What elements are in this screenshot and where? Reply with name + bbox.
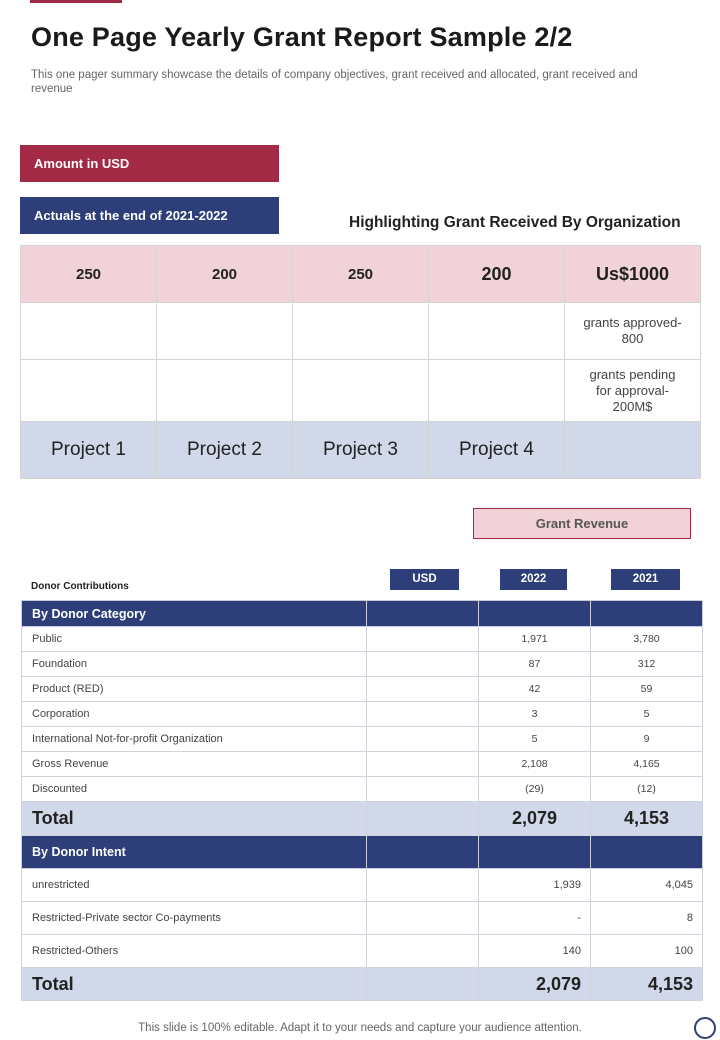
row-label: Corporation [22,702,367,727]
value-2022: 3 [479,702,591,727]
value-2021: 100 [591,935,703,968]
project-cell: Project 1 [21,422,157,479]
column-header-2021: 2021 [611,569,680,590]
value-2021: 4,165 [591,752,703,777]
total-row [22,968,703,1001]
actuals-banner: Actuals at the end of 2021-2022 [20,197,279,234]
empty-cell [293,360,429,422]
grant-total-cell: Us$1000 [565,246,701,303]
value-2022: 2,108 [479,752,591,777]
value-2021: 8 [591,902,703,935]
grant-pending-row [21,360,701,422]
table-row [22,777,703,802]
empty-cell [293,303,429,360]
row-label: Public [22,627,367,652]
grant-amount-cell: 250 [21,246,157,303]
value-2022: 140 [479,935,591,968]
column-header-2022: 2022 [500,569,567,590]
empty-cell [429,303,565,360]
row-label: Restricted-Private sector Co-payments [22,902,367,935]
value-2021: 59 [591,677,703,702]
donor-contributions-label: Donor Contributions [31,581,129,592]
row-label: Product (RED) [22,677,367,702]
amount-in-usd-banner: Amount in USD [20,145,279,182]
row-label: International Not-for-profit Organization [22,727,367,752]
empty-cell [21,360,157,422]
donor-table [21,600,703,1001]
top-accent-bar [30,0,122,3]
grants-pending-cell: grants pending for approval-200M$ [565,360,701,422]
value-2021: 5 [591,702,703,727]
table-row [22,902,703,935]
value-2022: 5 [479,727,591,752]
grants-approved-cell: grants approved-800 [565,303,701,360]
table-row [22,677,703,702]
project-row [21,422,701,479]
table-row [22,652,703,677]
row-label: Foundation [22,652,367,677]
grant-section-heading: Highlighting Grant Received By Organization [349,214,681,231]
project-cell: Project 4 [429,422,565,479]
table-row [22,702,703,727]
table-row [22,935,703,968]
value-2022: - [479,902,591,935]
grant-table [20,245,701,479]
grant-amount-cell: 200 [429,246,565,303]
value-2021: 3,780 [591,627,703,652]
grant-amount-row [21,246,701,303]
grant-amount-cell: 250 [293,246,429,303]
grant-approved-row [21,303,701,360]
section-header-row [22,601,703,627]
table-row [22,752,703,777]
row-label: Restricted-Others [22,935,367,968]
total-label: Total [22,968,367,1001]
empty-cell [565,422,701,479]
total-2021: 4,153 [591,802,703,836]
project-cell: Project 2 [157,422,293,479]
total-2021: 4,153 [591,968,703,1001]
value-2021: (12) [591,777,703,802]
value-2021: 4,045 [591,869,703,902]
value-2021: 9 [591,727,703,752]
empty-cell [429,360,565,422]
table-row [22,727,703,752]
section-title: By Donor Intent [22,836,367,869]
total-label: Total [22,802,367,836]
value-2021: 312 [591,652,703,677]
value-2022: 1,971 [479,627,591,652]
table-row [22,869,703,902]
row-label: Gross Revenue [22,752,367,777]
empty-cell [157,360,293,422]
page-title: One Page Yearly Grant Report Sample 2/2 [31,22,573,52]
section-title: By Donor Category [22,601,367,627]
row-label: unrestricted [22,869,367,902]
column-header-usd: USD [390,569,459,590]
total-2022: 2,079 [479,802,591,836]
empty-cell [21,303,157,360]
total-2022: 2,079 [479,968,591,1001]
page-subtitle: This one pager summary showcase the details of company objectives, grant received and allocated, grant received and revenue [31,69,638,95]
value-2022: 1,939 [479,869,591,902]
grant-amount-cell: 200 [157,246,293,303]
value-2022: (29) [479,777,591,802]
grant-revenue-label: Grant Revenue [473,508,691,539]
project-cell: Project 3 [293,422,429,479]
value-2022: 87 [479,652,591,677]
total-row [22,802,703,836]
value-2022: 42 [479,677,591,702]
section-header-row [22,836,703,869]
empty-cell [157,303,293,360]
footer-note: This slide is 100% editable. Adapt it to your needs and capture your audience attention. [138,1022,582,1034]
corner-circle-icon [694,1017,716,1039]
table-row [22,627,703,652]
row-label: Discounted [22,777,367,802]
